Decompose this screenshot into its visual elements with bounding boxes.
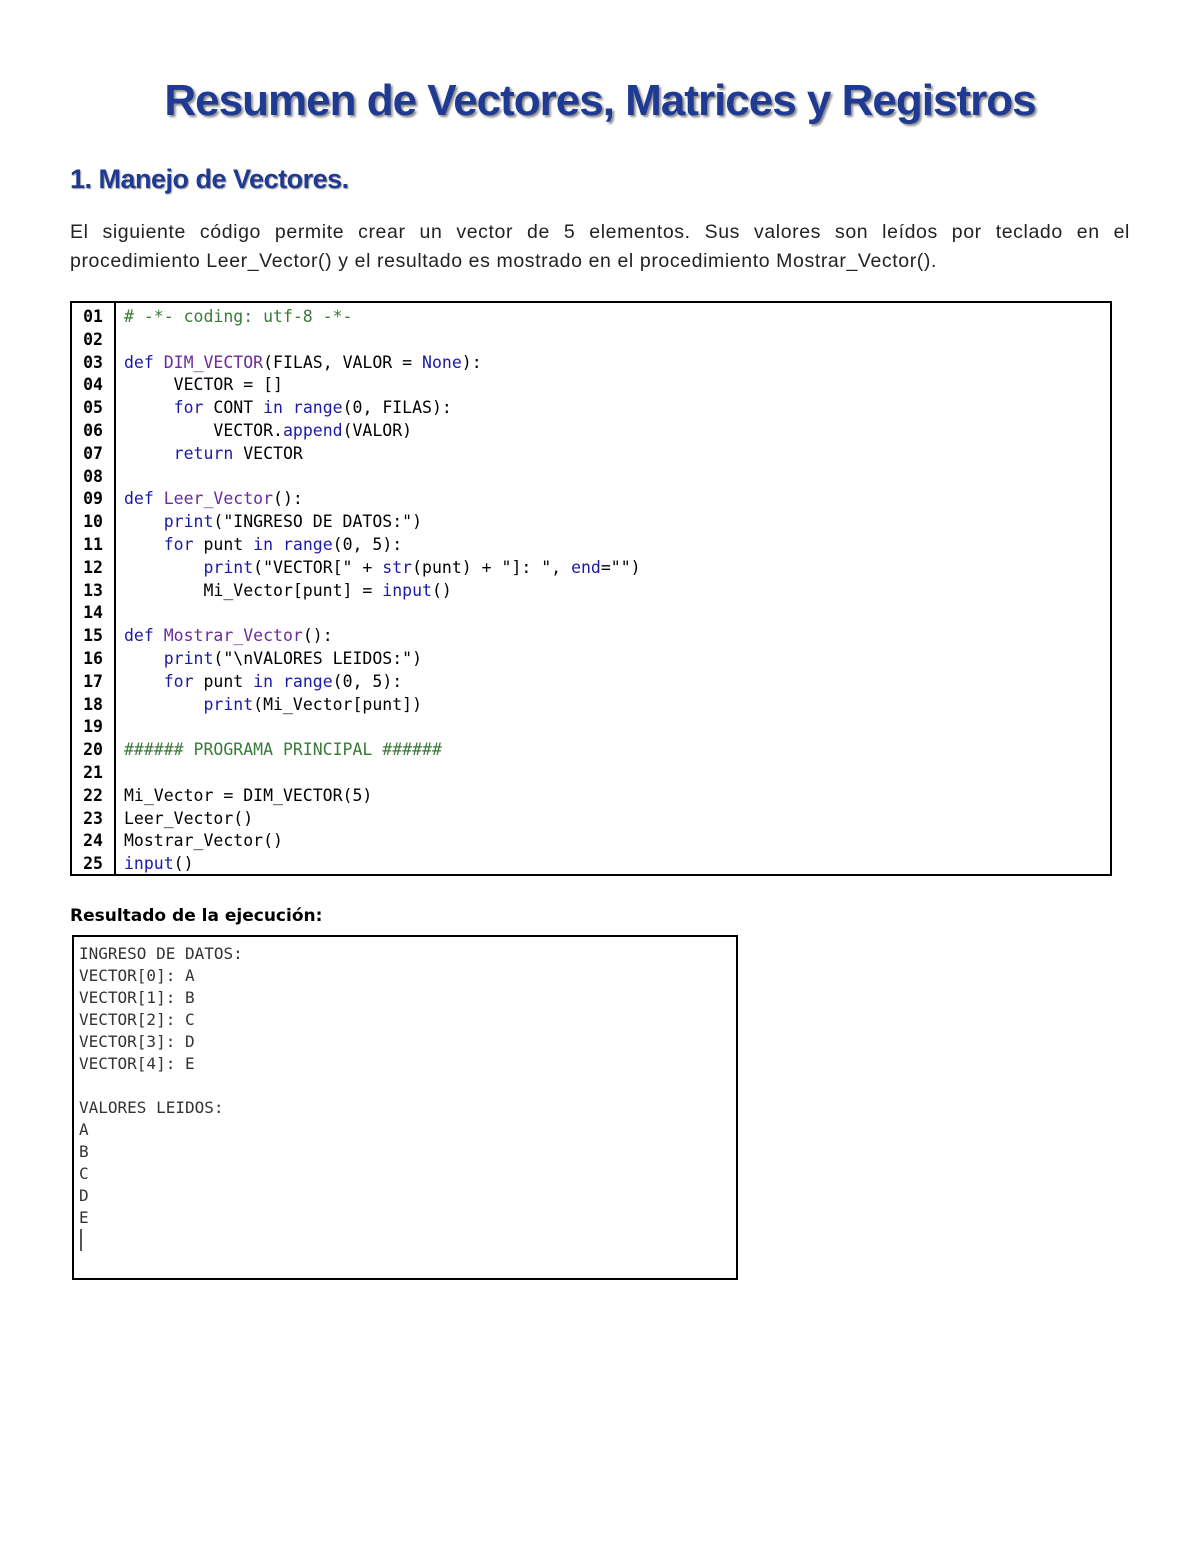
code-text bbox=[124, 305, 352, 328]
code-token: () bbox=[431, 580, 452, 600]
code-text bbox=[124, 351, 482, 374]
line-number: 08 bbox=[83, 466, 103, 486]
console-line: VECTOR[1]: B bbox=[79, 988, 195, 1007]
line-number: 25 bbox=[83, 854, 103, 874]
line-number: 16 bbox=[83, 649, 103, 668]
code-token: Mostrar_Vector() bbox=[124, 831, 283, 851]
code-token bbox=[273, 535, 283, 554]
code-line bbox=[72, 715, 1110, 738]
code-token: in bbox=[263, 398, 283, 418]
code-line bbox=[72, 670, 1110, 693]
console-line: C bbox=[79, 1164, 89, 1183]
console-output bbox=[72, 935, 738, 1280]
code-line bbox=[72, 624, 1110, 647]
code-line bbox=[72, 829, 1110, 852]
code-token: punt bbox=[193, 535, 254, 554]
code-token: def bbox=[124, 489, 164, 509]
code-token: (0, FILAS): bbox=[342, 398, 452, 418]
line-number: 09 bbox=[83, 489, 103, 509]
code-token: ="") bbox=[600, 557, 641, 577]
code-token: for bbox=[163, 671, 194, 691]
line-number: 17 bbox=[83, 671, 103, 691]
line-number: 03 bbox=[83, 352, 103, 372]
console-line: D bbox=[79, 1186, 89, 1205]
intro-paragraph: El siguiente código permite crear un vector de 5 elementos. Sus valores son leídos por teclado en el procedimiento Leer_Vector() y el resultado es mostrado en el procedimiento Mostrar_Vector(). bbox=[70, 221, 1130, 272]
code-token bbox=[124, 558, 203, 577]
code-line bbox=[72, 693, 1110, 716]
code-text bbox=[124, 533, 402, 556]
code-token bbox=[124, 398, 174, 417]
code-token: VECTOR. bbox=[124, 421, 283, 440]
code-token: Mi_Vector = DIM_VECTOR(5) bbox=[124, 785, 373, 805]
code-token: print bbox=[203, 694, 254, 714]
line-number: 14 bbox=[83, 603, 103, 623]
code-text bbox=[124, 829, 283, 852]
code-text bbox=[124, 670, 402, 693]
code-token: None bbox=[422, 352, 462, 372]
line-number: 10 bbox=[83, 512, 103, 532]
code-token: (): bbox=[302, 626, 333, 646]
code-token: DIM_VECTOR bbox=[163, 352, 264, 372]
code-token: print bbox=[163, 512, 214, 532]
code-token: print bbox=[163, 649, 214, 668]
line-number: 15 bbox=[83, 626, 103, 646]
code-token: Mostrar_Vector bbox=[163, 626, 303, 646]
code-line bbox=[72, 761, 1110, 784]
code-token bbox=[124, 672, 164, 691]
code-line bbox=[72, 601, 1110, 624]
code-token: print bbox=[203, 557, 254, 577]
code-token bbox=[124, 444, 174, 463]
code-text bbox=[124, 442, 303, 465]
console-line: B bbox=[79, 1142, 89, 1161]
console-line: VALORES LEIDOS: bbox=[79, 1098, 224, 1117]
code-line bbox=[72, 510, 1110, 533]
text-cursor bbox=[80, 1229, 82, 1251]
document-title: Resumen de Vectores, Matrices y Registros bbox=[164, 76, 1036, 125]
code-token: for bbox=[173, 398, 204, 418]
code-token: VECTOR = [] bbox=[124, 375, 283, 395]
code-text bbox=[124, 579, 452, 602]
code-token: ): bbox=[461, 352, 482, 372]
code-token: (Mi_Vector[punt]) bbox=[253, 694, 423, 714]
code-text bbox=[124, 852, 194, 875]
line-number: 04 bbox=[83, 375, 103, 395]
code-token: in bbox=[253, 671, 274, 691]
code-token: ###### PROGRAMA PRINCIPAL ###### bbox=[124, 740, 442, 760]
code-line bbox=[72, 328, 1110, 351]
code-token: def bbox=[124, 352, 164, 372]
line-number: 11 bbox=[83, 535, 103, 554]
code-token: ("INGRESO DE DATOS:") bbox=[213, 512, 423, 532]
section-title: 1. Manejo de Vectores. bbox=[70, 164, 349, 194]
code-line bbox=[72, 396, 1110, 419]
result-label: Resultado de la ejecución: bbox=[70, 906, 323, 926]
code-token: (FILAS, VALOR = bbox=[263, 352, 423, 372]
console-line: VECTOR[0]: A bbox=[79, 966, 195, 985]
code-text bbox=[124, 738, 442, 761]
line-number: 23 bbox=[83, 808, 103, 828]
code-text bbox=[124, 784, 372, 807]
code-line bbox=[72, 647, 1110, 670]
code-token: ("\nVALORES LEIDOS:") bbox=[213, 649, 423, 668]
code-token bbox=[124, 512, 164, 531]
code-text bbox=[124, 487, 303, 510]
code-token bbox=[283, 398, 293, 417]
code-token: range bbox=[282, 535, 333, 554]
line-number: 13 bbox=[83, 580, 103, 600]
line-number: 02 bbox=[83, 329, 103, 349]
code-token bbox=[124, 695, 203, 714]
code-token bbox=[273, 672, 283, 691]
code-token: in bbox=[253, 535, 274, 554]
code-token: Leer_Vector bbox=[163, 489, 274, 509]
code-token: (0, 5): bbox=[332, 535, 403, 554]
code-token: for bbox=[163, 535, 194, 554]
console-line: INGRESO DE DATOS: bbox=[79, 944, 243, 963]
line-number: 18 bbox=[83, 694, 103, 714]
console-line: VECTOR[2]: C bbox=[79, 1010, 195, 1029]
line-number: 06 bbox=[83, 421, 103, 440]
code-line bbox=[72, 852, 1110, 875]
code-token: return bbox=[173, 443, 234, 463]
code-token: (VALOR) bbox=[342, 421, 413, 440]
line-number: 12 bbox=[83, 557, 103, 577]
line-number: 22 bbox=[83, 785, 103, 805]
console-line: A bbox=[79, 1120, 89, 1139]
code-line bbox=[72, 305, 1110, 328]
code-token: (punt) + "]: ", bbox=[412, 557, 572, 577]
code-text bbox=[124, 419, 412, 442]
code-text bbox=[124, 807, 253, 830]
code-listing bbox=[70, 301, 1112, 876]
console-line: VECTOR[4]: E bbox=[79, 1054, 195, 1073]
code-token: input bbox=[382, 580, 432, 600]
code-token: append bbox=[282, 421, 343, 440]
code-line bbox=[72, 442, 1110, 465]
line-number: 20 bbox=[83, 740, 103, 760]
code-token: VECTOR bbox=[233, 443, 303, 463]
code-line bbox=[72, 738, 1110, 761]
code-token: end bbox=[571, 557, 601, 577]
code-token: ("VECTOR[" + bbox=[253, 557, 383, 577]
line-number: 19 bbox=[83, 717, 103, 737]
code-token: (): bbox=[273, 489, 303, 509]
code-token: str bbox=[382, 557, 413, 577]
code-text bbox=[124, 647, 422, 670]
code-line bbox=[72, 373, 1110, 396]
code-token: (0, 5): bbox=[332, 671, 403, 691]
code-text bbox=[124, 624, 333, 647]
code-token: range bbox=[292, 398, 343, 418]
code-line bbox=[72, 807, 1110, 830]
code-token bbox=[124, 649, 164, 668]
code-line bbox=[72, 487, 1110, 510]
code-token: input bbox=[124, 854, 174, 874]
code-text bbox=[124, 373, 283, 396]
code-token bbox=[124, 535, 164, 554]
code-line bbox=[72, 579, 1110, 602]
code-token: range bbox=[282, 671, 333, 691]
code-line bbox=[72, 419, 1110, 442]
code-token: def bbox=[124, 626, 164, 646]
console-line: E bbox=[79, 1208, 89, 1227]
code-text bbox=[124, 693, 422, 716]
code-line bbox=[72, 784, 1110, 807]
code-token: # -*- coding: utf-8 -*- bbox=[124, 307, 353, 326]
code-token: Mi_Vector[punt] = bbox=[124, 580, 383, 600]
code-line bbox=[72, 556, 1110, 579]
code-token: () bbox=[173, 854, 194, 874]
line-number: 24 bbox=[83, 831, 103, 851]
code-text bbox=[124, 396, 452, 419]
code-text bbox=[124, 510, 422, 533]
line-number: 05 bbox=[83, 398, 103, 418]
code-line bbox=[72, 465, 1110, 488]
line-number: 21 bbox=[83, 763, 103, 782]
code-text bbox=[124, 556, 641, 579]
code-token: punt bbox=[193, 671, 254, 691]
code-token: Leer_Vector() bbox=[124, 808, 254, 828]
line-number: 07 bbox=[83, 443, 103, 463]
code-line bbox=[72, 351, 1110, 374]
code-token: CONT bbox=[203, 398, 264, 418]
code-line bbox=[72, 533, 1110, 556]
line-number: 01 bbox=[83, 307, 103, 326]
console-line: VECTOR[3]: D bbox=[79, 1032, 195, 1051]
